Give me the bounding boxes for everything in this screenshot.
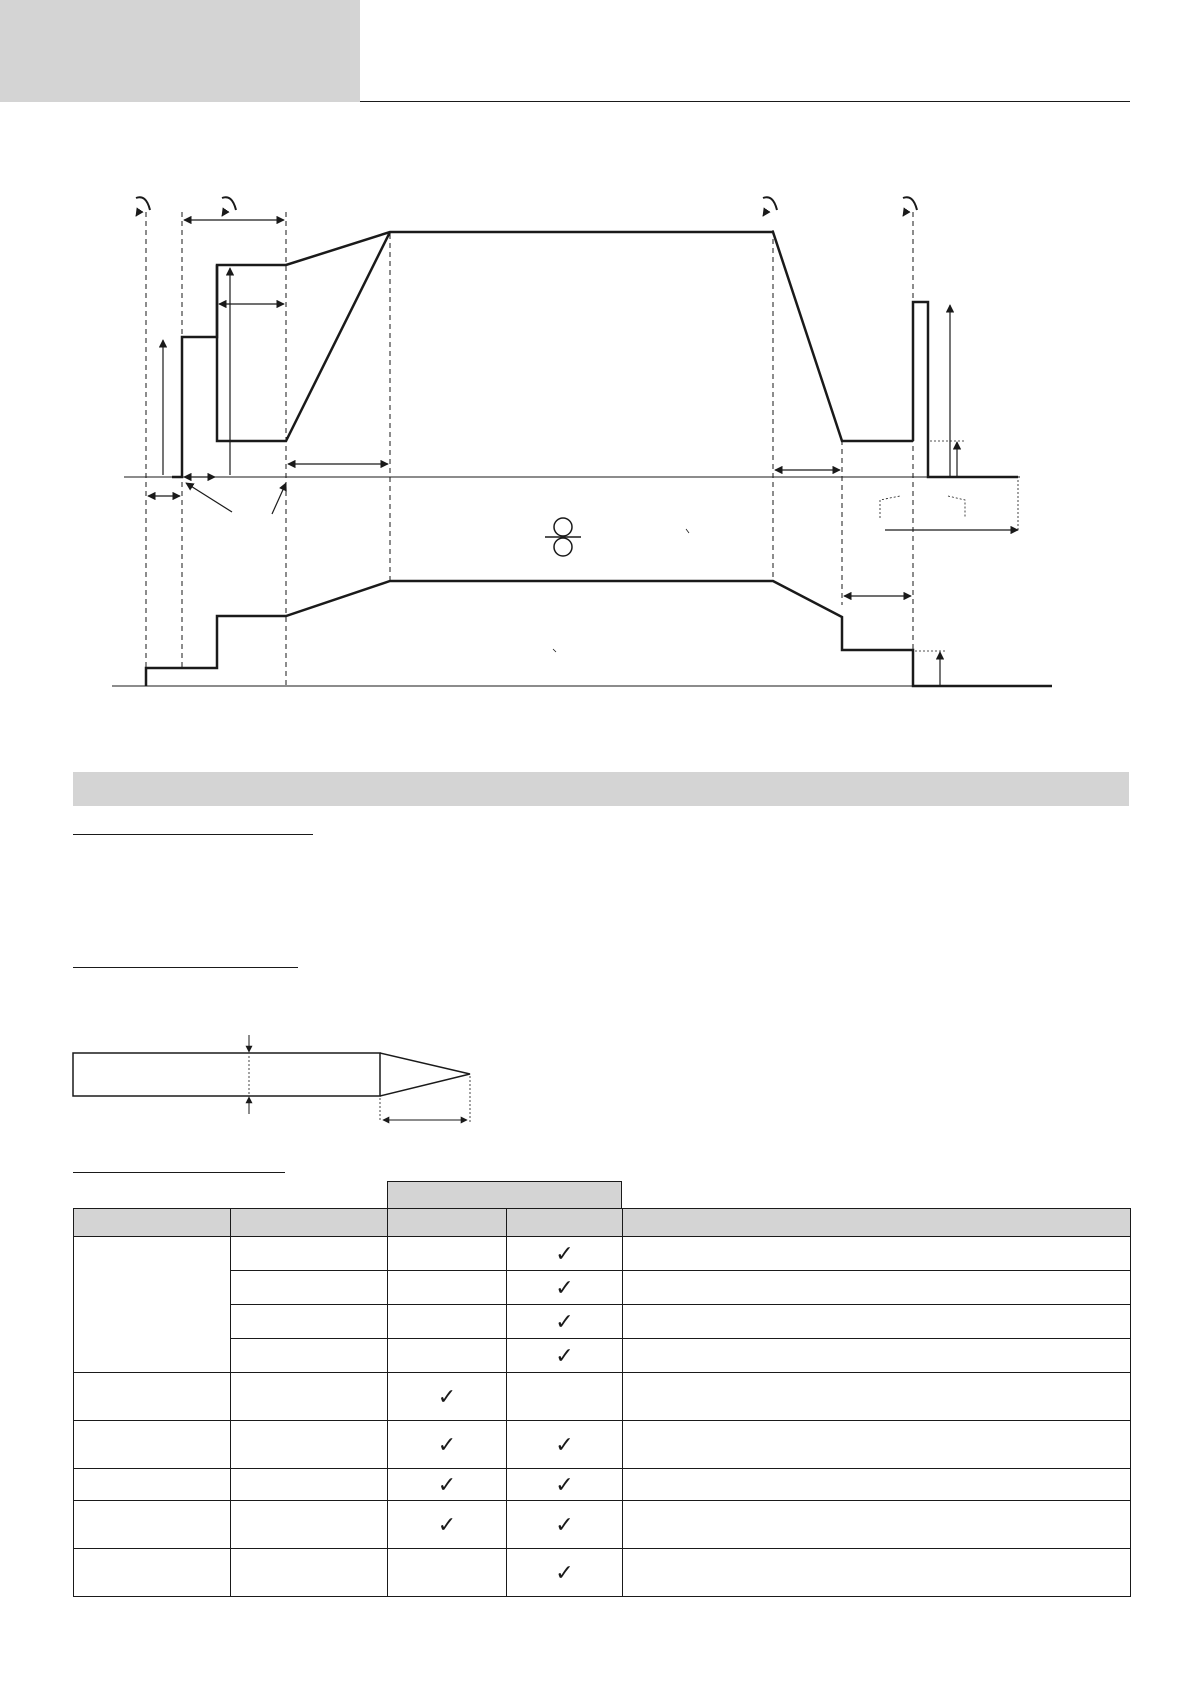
torch-trigger-icon <box>222 197 236 216</box>
table-row <box>74 1339 1131 1373</box>
check-mark-cell: ✓ <box>388 1469 507 1501</box>
check-mark-cell: ✓ <box>507 1501 623 1549</box>
table-cell <box>231 1501 388 1549</box>
header-rule <box>360 101 1130 102</box>
table-header-row <box>74 1209 1131 1237</box>
gas-flow-profile <box>146 581 1052 686</box>
header-gray-block <box>0 0 360 102</box>
check-mark-cell: ✓ <box>388 1421 507 1469</box>
table-header-cell <box>231 1209 388 1237</box>
torch-trigger-icon <box>763 197 777 216</box>
check-mark-cell: ✓ <box>507 1339 623 1373</box>
table-cell <box>623 1305 1131 1339</box>
subsection-rule <box>73 967 298 968</box>
table-cell <box>623 1339 1131 1373</box>
wire-feed-icon <box>545 518 581 556</box>
check-mark-cell <box>507 1373 623 1421</box>
table-row <box>74 1549 1131 1597</box>
check-mark-cell <box>388 1305 507 1339</box>
table-header-cell <box>623 1209 1131 1237</box>
check-mark-cell: ✓ <box>507 1549 623 1597</box>
check-mark-cell: ✓ <box>388 1373 507 1421</box>
compatibility-table <box>73 1208 1131 1597</box>
check-mark-cell <box>388 1271 507 1305</box>
table-cell <box>231 1271 388 1305</box>
electrode-tip-figure <box>0 1030 500 1130</box>
table-cell <box>74 1501 231 1549</box>
table-cell <box>231 1339 388 1373</box>
table-row <box>74 1501 1131 1549</box>
table-cell <box>623 1237 1131 1271</box>
torch-trigger-icon <box>903 197 917 216</box>
check-mark-cell: ✓ <box>507 1305 623 1339</box>
subsection-rule <box>73 1172 285 1173</box>
table-row <box>74 1271 1131 1305</box>
check-mark-cell <box>388 1339 507 1373</box>
table-cell <box>231 1549 388 1597</box>
section-header-bar <box>73 772 1129 806</box>
check-mark-cell: ✓ <box>507 1421 623 1469</box>
table-row <box>74 1305 1131 1339</box>
table-cell <box>74 1373 231 1421</box>
table-cell <box>231 1305 388 1339</box>
table-header-cell <box>507 1209 623 1237</box>
table-cell <box>74 1469 231 1501</box>
welding-cycle-diagram <box>0 180 1192 720</box>
table-header-cell <box>388 1209 507 1237</box>
guide-lines <box>880 441 1018 651</box>
torch-trigger-icon <box>136 197 150 216</box>
table-header-cell <box>74 1209 231 1237</box>
table-cell <box>231 1237 388 1271</box>
pulse-profile <box>217 232 390 441</box>
tick-marks <box>553 529 689 652</box>
table-row <box>74 1237 1131 1271</box>
table-cell <box>231 1373 388 1421</box>
check-mark-cell: ✓ <box>507 1469 623 1501</box>
table-cell <box>623 1271 1131 1305</box>
table-cell <box>74 1549 231 1597</box>
table-cell <box>623 1469 1131 1501</box>
table-cell <box>231 1469 388 1501</box>
end-pulse <box>913 302 1018 477</box>
phase-markers <box>146 212 913 685</box>
check-mark-cell: ✓ <box>507 1237 623 1271</box>
table-cell <box>74 1237 231 1373</box>
check-mark-cell: ✓ <box>507 1271 623 1305</box>
check-mark-cell: ✓ <box>388 1501 507 1549</box>
table-cell <box>623 1421 1131 1469</box>
subsection-rule <box>73 834 313 835</box>
table-cell <box>74 1421 231 1469</box>
table-row <box>74 1373 1131 1421</box>
table-cell <box>623 1549 1131 1597</box>
table-cell <box>231 1421 388 1469</box>
table-group-header <box>387 1181 622 1208</box>
table-row <box>74 1469 1131 1501</box>
table-row <box>74 1421 1131 1469</box>
check-mark-cell <box>388 1549 507 1597</box>
check-mark-cell <box>388 1237 507 1271</box>
table-cell <box>623 1501 1131 1549</box>
table-cell <box>623 1373 1131 1421</box>
